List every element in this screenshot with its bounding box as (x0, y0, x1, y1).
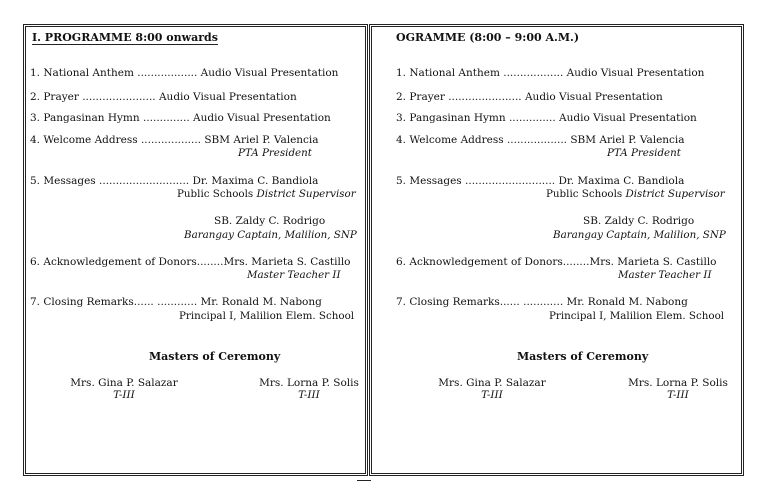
program-item-6: 6. Acknowledgement of Donors........Mrs. Marieta S. Castillo (30, 256, 351, 268)
program-item-4: 4. Welcome Address .................. SBM Ariel P. Valencia (30, 134, 319, 146)
program-item-7-role: Principal I, Malilion Elem. School (179, 310, 355, 322)
fold-mark (357, 480, 371, 481)
mc-person-1: Mrs. Gina P. Salazar T-III (438, 377, 546, 401)
program-item-7-role: Principal I, Malilion Elem. School (549, 310, 725, 322)
program-item-2: 2. Prayer ...................... Audio Visual Presentation (30, 91, 297, 103)
program-item-3: 3. Pangasinan Hymn .............. Audio Visual Presentation (396, 112, 697, 124)
programme-heading: OGRAMME (8:00 – 9:00 A.M.) (396, 31, 580, 44)
masters-of-ceremony-title: Masters of Ceremony (149, 350, 281, 363)
program-item-4-role: PTA President (238, 147, 312, 159)
program-item-6: 6. Acknowledgement of Donors........Mrs. Marieta S. Castillo (396, 256, 717, 268)
programme-heading: I. PROGRAMME 8:00 onwards (32, 31, 218, 44)
program-item-1: 1. National Anthem .................. Audio Visual Presentation (30, 67, 339, 79)
program-item-2: 2. Prayer ...................... Audio Visual Presentation (396, 91, 663, 103)
program-item-6-role: Master Teacher II (618, 269, 712, 281)
program-item-4-role: PTA President (607, 147, 681, 159)
program-item-5: 5. Messages ........................... Dr. Maxima C. Bandiola (396, 175, 685, 187)
masters-of-ceremony-title: Masters of Ceremony (517, 350, 649, 363)
programme-panel-left (23, 24, 368, 476)
program-item-4: 4. Welcome Address .................. SBM Ariel P. Valencia (396, 134, 685, 146)
program-item-5-role: Public Schools District Supervisor (546, 188, 725, 200)
program-item-5-role: Public Schools District Supervisor (177, 188, 356, 200)
program-item-5b-role: Barangay Captain, Malilion, SNP (553, 229, 726, 241)
mc-person-1: Mrs. Gina P. Salazar T-III (70, 377, 178, 401)
program-item-1: 1. National Anthem .................. Audio Visual Presentation (396, 67, 705, 79)
program-item-5b-role: Barangay Captain, Malilion, SNP (184, 229, 357, 241)
mc-person-2: Mrs. Lorna P. Solis T-III (259, 377, 359, 401)
program-item-7: 7. Closing Remarks...... ............ Mr. Ronald M. Nabong (30, 296, 322, 308)
program-item-3: 3. Pangasinan Hymn .............. Audio Visual Presentation (30, 112, 331, 124)
mc-person-2: Mrs. Lorna P. Solis T-III (628, 377, 728, 401)
program-item-5b-name: SB. Zaldy C. Rodrigo (583, 215, 695, 227)
program-item-5: 5. Messages ........................... Dr. Maxima C. Bandiola (30, 175, 319, 187)
program-item-6-role: Master Teacher II (247, 269, 341, 281)
program-item-5b-name: SB. Zaldy C. Rodrigo (214, 215, 326, 227)
program-item-7: 7. Closing Remarks...... ............ Mr. Ronald M. Nabong (396, 296, 688, 308)
programme-panel-right (369, 24, 744, 476)
